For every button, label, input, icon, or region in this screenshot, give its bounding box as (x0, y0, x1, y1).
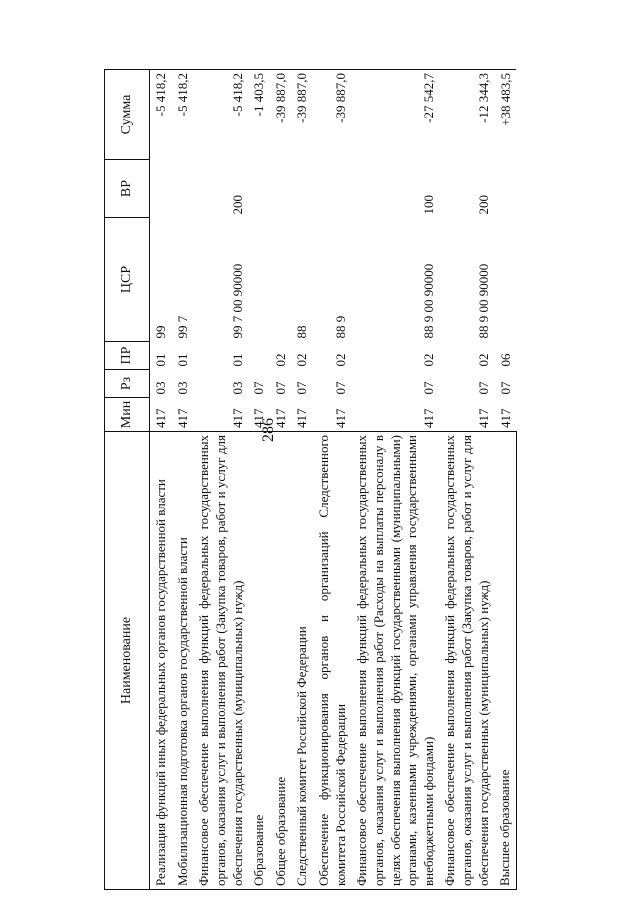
cell-csr (248, 218, 270, 342)
cell-pr: 06 (497, 353, 513, 367)
cell-pr: 01 (229, 353, 245, 367)
cell-rz: 07 (272, 381, 288, 395)
cell-csr: 99 7 (174, 315, 190, 339)
header-pr: ПР (105, 342, 150, 370)
cell-pr: 02 (294, 353, 310, 367)
table-row (150, 70, 172, 890)
cell-pr: 02 (332, 353, 348, 367)
cell-sum: -39 887,0 (270, 70, 292, 160)
cell-rz: 03 (153, 381, 168, 395)
cell-sum: -5 418,2 (172, 70, 194, 160)
table-row (291, 70, 313, 890)
cell-csr: 88 (294, 325, 310, 339)
document-page (104, 70, 619, 890)
cell-rz: 03 (174, 381, 190, 395)
page-number: 286 (260, 418, 277, 442)
cell-pr: 02 (272, 353, 288, 367)
cell-sum: -12 344,3 (439, 70, 494, 160)
cell-csr (494, 218, 516, 342)
cell-csr: 99 7 00 90000 (229, 263, 245, 339)
cell-vr: 100 (420, 195, 436, 215)
cell-pr: 02 (475, 353, 491, 367)
cell-csr (270, 218, 292, 342)
cell-min: 417 (475, 408, 491, 428)
header-name: Наименование (105, 432, 150, 890)
table-row (172, 70, 194, 890)
cell-name: Финансовое обеспечение выполнения функций федеральных государственных органов, оказания услуг и выполнения работ (Расходы на выплаты персоналу в целях обеспечения выполнения функций государственными (муниципальными) органами, казенными учреждениями, органами управления государственными внебюджетными фондами) (351, 432, 439, 890)
cell-rz: 07 (294, 381, 310, 395)
table-row (313, 70, 351, 890)
cell-pr: 02 (420, 353, 436, 367)
cell-sum: -1 403,5 (248, 70, 270, 160)
header-rz: Рз (105, 370, 150, 398)
header-csr: ЦСР (105, 218, 150, 342)
cell-rz: 03 (229, 381, 245, 395)
cell-min: 417 (420, 408, 436, 428)
cell-sum: -39 887,0 (291, 70, 313, 160)
cell-sum: -5 418,2 (150, 70, 172, 160)
cell-vr: 200 (229, 195, 245, 215)
cell-name: Высшее образование (494, 432, 516, 890)
cell-rz: 07 (475, 381, 491, 395)
cell-sum: -5 418,2 (193, 70, 248, 160)
table-row (193, 70, 248, 890)
cell-name: Образование (248, 432, 270, 890)
cell-pr: 01 (153, 353, 168, 367)
cell-vr (150, 160, 172, 218)
cell-name: Финансовое обеспечение выполнения функций федеральных государственных органов, оказания услуг и выполнения работ (Закупка товаров, работ и услуг для обеспечения государственных (муниципальных) нужд) (439, 432, 494, 890)
cell-name: Финансовое обеспечение выполнения функций федеральных государственных органов, оказания услуг и выполнения работ (Закупка товаров, работ и услуг для обеспечения государственных (муниципальных) нужд) (193, 432, 248, 890)
cell-csr: 88 9 00 90000 (475, 263, 491, 339)
budget-table (104, 69, 517, 890)
cell-name: Реализация функций иных федеральных органов государственной власти (150, 432, 172, 890)
cell-min: 417 (174, 408, 190, 428)
cell-csr: 88 9 (332, 315, 348, 339)
cell-min: 417 (153, 408, 168, 428)
cell-name: Мобилизационная подготовка органов государственной власти (172, 432, 194, 890)
cell-sum: -39 887,0 (313, 70, 351, 160)
cell-rz: 07 (332, 381, 348, 395)
cell-name: Обеспечение функционирования органов и организаций Следственного комитета Российской Федерации (313, 432, 351, 890)
cell-min: 417 (229, 408, 245, 428)
cell-pr: 01 (174, 353, 190, 367)
cell-vr (313, 160, 351, 218)
cell-vr (494, 160, 516, 218)
header-min: Мин (105, 398, 150, 432)
cell-name: Следственный комитет Российской Федерации (291, 432, 313, 890)
cell-rz: 07 (497, 381, 513, 395)
cell-name: Общее образование (270, 432, 292, 890)
table-row (248, 70, 270, 890)
table-row (351, 70, 439, 890)
cell-csr: 99 (153, 325, 168, 339)
cell-rz: 07 (251, 381, 267, 395)
cell-pr (248, 342, 270, 370)
header-vr: ВР (105, 160, 150, 218)
table-header-row (105, 70, 150, 890)
cell-min: 417 (332, 408, 348, 428)
cell-min: 417 (497, 408, 513, 428)
cell-min: 417 (294, 408, 310, 428)
table-row (270, 70, 292, 890)
cell-vr (248, 160, 270, 218)
header-sum: Сумма (105, 70, 150, 160)
cell-min: 417 (251, 408, 267, 428)
cell-vr: 200 (475, 195, 491, 215)
cell-min: 417 (272, 408, 288, 428)
cell-vr (172, 160, 194, 218)
table-row (439, 70, 494, 890)
cell-rz: 07 (420, 381, 436, 395)
cell-sum: +38 483,5 (494, 70, 516, 160)
table-row (494, 70, 516, 890)
cell-sum: -27 542,7 (351, 70, 439, 160)
cell-vr (291, 160, 313, 218)
cell-csr: 88 9 00 90000 (420, 263, 436, 339)
cell-vr (270, 160, 292, 218)
